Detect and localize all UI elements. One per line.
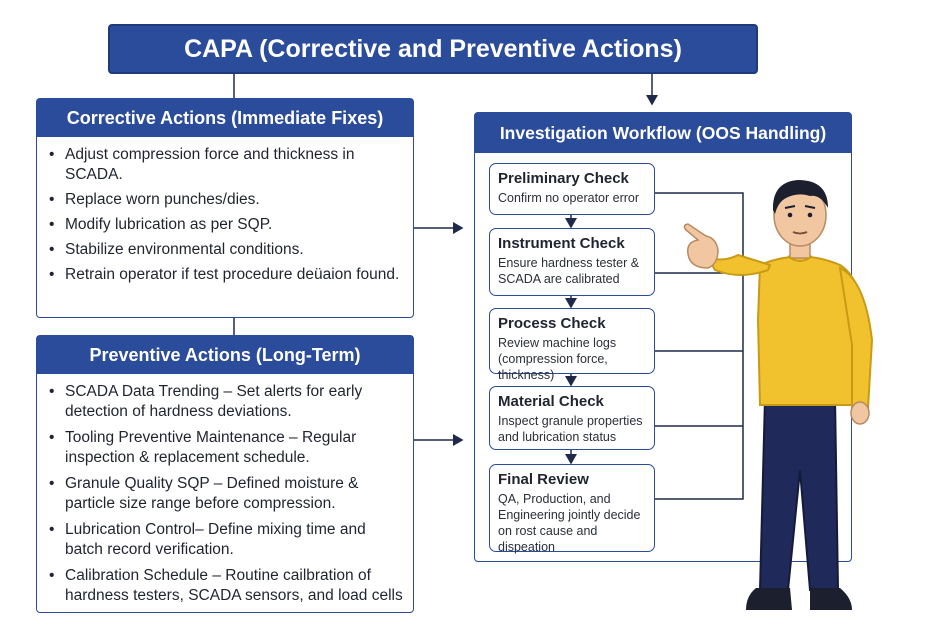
step-instrument-check [489, 228, 655, 296]
corrective-actions-panel [36, 98, 414, 318]
list-item: • Modify lubrication as per SQP. [49, 215, 403, 235]
list-item: • Granule Quality SQP – Defined moisture & particle size range before compression. [49, 474, 403, 514]
list-item: • Retrain operator if test procedure deüaion found. [49, 265, 403, 285]
list-item: • SCADA Data Trending – Set alerts for early detection of hardness deviations. [49, 382, 403, 422]
preventive-actions-panel [36, 335, 414, 613]
step-title: Material Check [498, 393, 604, 410]
step-preliminary-check [489, 163, 655, 215]
preventive-actions-heading: Preventive Actions (Long-Term) [37, 336, 413, 374]
step-description: Review machine logs (compression force, thickness) [498, 336, 617, 382]
preventive-actions-list [37, 374, 413, 606]
step-final-review [489, 464, 655, 552]
step-title: Instrument Check [498, 235, 625, 252]
step-description: Inspect granule properties and lubrication status [498, 414, 643, 444]
pants-shape [760, 398, 838, 590]
list-item: • Calibration Schedule – Routine cailbration of hardness testers, SCADA sensors, and load cells [49, 566, 403, 606]
step-title: Process Check [498, 315, 606, 332]
presenter-illustration [660, 170, 890, 630]
step-description: Ensure hardness tester & SCADA are calibrated [498, 256, 640, 286]
investigation-workflow-heading: Investigation Workflow (OOS Handling) [475, 113, 851, 153]
corrective-actions-list [37, 137, 413, 285]
step-material-check [489, 386, 655, 450]
step-title: Final Review [498, 471, 589, 488]
list-item: • Adjust compression force and thickness in SCADA. [49, 145, 403, 185]
pointing-hand-shape [684, 224, 718, 268]
right-shoe-shape [810, 588, 852, 610]
corrective-actions-heading: Corrective Actions (Immediate Fixes) [37, 99, 413, 137]
step-title: Preliminary Check [498, 170, 629, 187]
list-item: • Replace worn punches/dies. [49, 190, 403, 210]
list-item: • Stabilize environmental conditions. [49, 240, 403, 260]
list-item: • Tooling Preventive Maintenance – Regular inspection & replacement schedule. [49, 428, 403, 468]
page-title: CAPA (Corrective and Preventive Actions) [108, 24, 758, 74]
step-description: Confirm no operator error [498, 191, 640, 205]
list-item: • Lubrication Control– Define mixing time and batch record verification. [49, 520, 403, 560]
step-description: QA, Production, and Engineering jointly decide on rost cause and dispeation [498, 492, 641, 554]
step-process-check [489, 308, 655, 382]
left-shoe-shape [746, 588, 792, 610]
